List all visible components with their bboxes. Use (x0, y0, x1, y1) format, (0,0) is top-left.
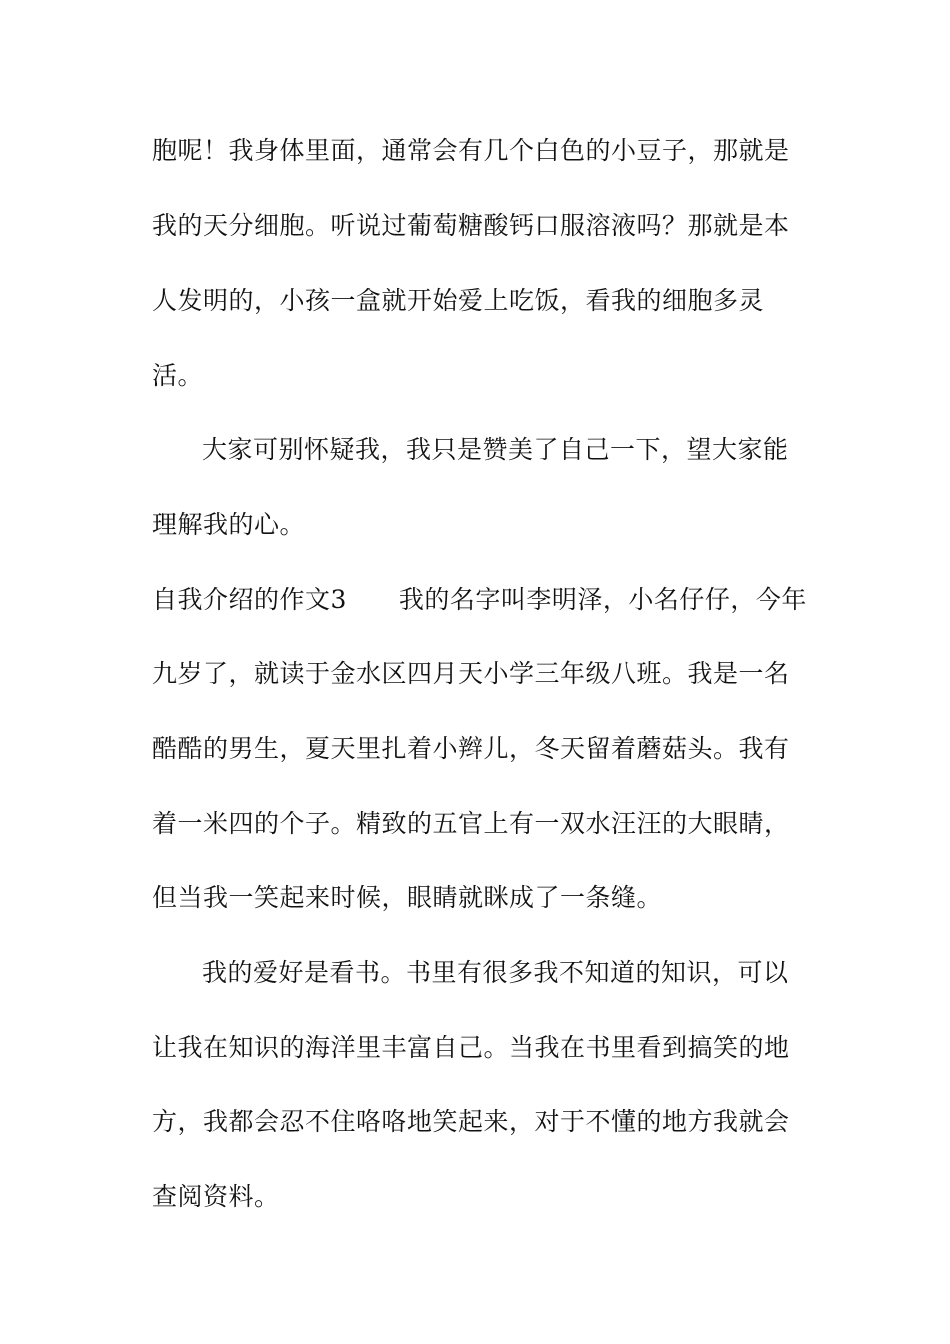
text-line: 酷酷的男生，夏天里扎着小辫儿，冬天留着蘑菇头。我有 (152, 734, 790, 763)
text-line: 理解我的心。 (152, 510, 306, 539)
paragraph-first-line: 大家可别怀疑我，我只是赞美了自己一下，望大家能 (202, 435, 789, 464)
text-line: 着一米四的个子。精致的五官上有一双水汪汪的大眼睛， (152, 809, 790, 838)
text-line: 查阅资料。 (152, 1182, 280, 1211)
text-line: 我的天分细胞。听说过葡萄糖酸钙口服溶液吗？那就是本 (152, 211, 790, 240)
section-title: 自我介绍的作文3 (152, 585, 347, 614)
text-line: 九岁了，就读于金水区四月天小学三年级八班。我是一名 (152, 659, 790, 688)
section-first-line: 我的名字叫李明泽，小名仔仔，今年 (398, 585, 807, 614)
text-line: 人发明的，小孩一盒就开始爱上吃饭，看我的细胞多灵 (152, 286, 765, 315)
section-heading-line (152, 585, 807, 615)
paragraph-first-line: 我的爱好是看书。书里有很多我不知道的知识，可以 (202, 958, 789, 987)
text-line: 方，我都会忍不住咯咯地笑起来，对于不懂的地方我就会 (152, 1107, 790, 1136)
text-line: 但当我一笑起来时候，眼睛就眯成了一条缝。 (152, 883, 663, 912)
text-line: 让我在知识的海洋里丰富自己。当我在书里看到搞笑的地 (152, 1033, 790, 1062)
text-line: 活。 (152, 361, 204, 390)
text-line: 胞呢！我身体里面，通常会有几个白色的小豆子，那就是 (152, 136, 790, 165)
